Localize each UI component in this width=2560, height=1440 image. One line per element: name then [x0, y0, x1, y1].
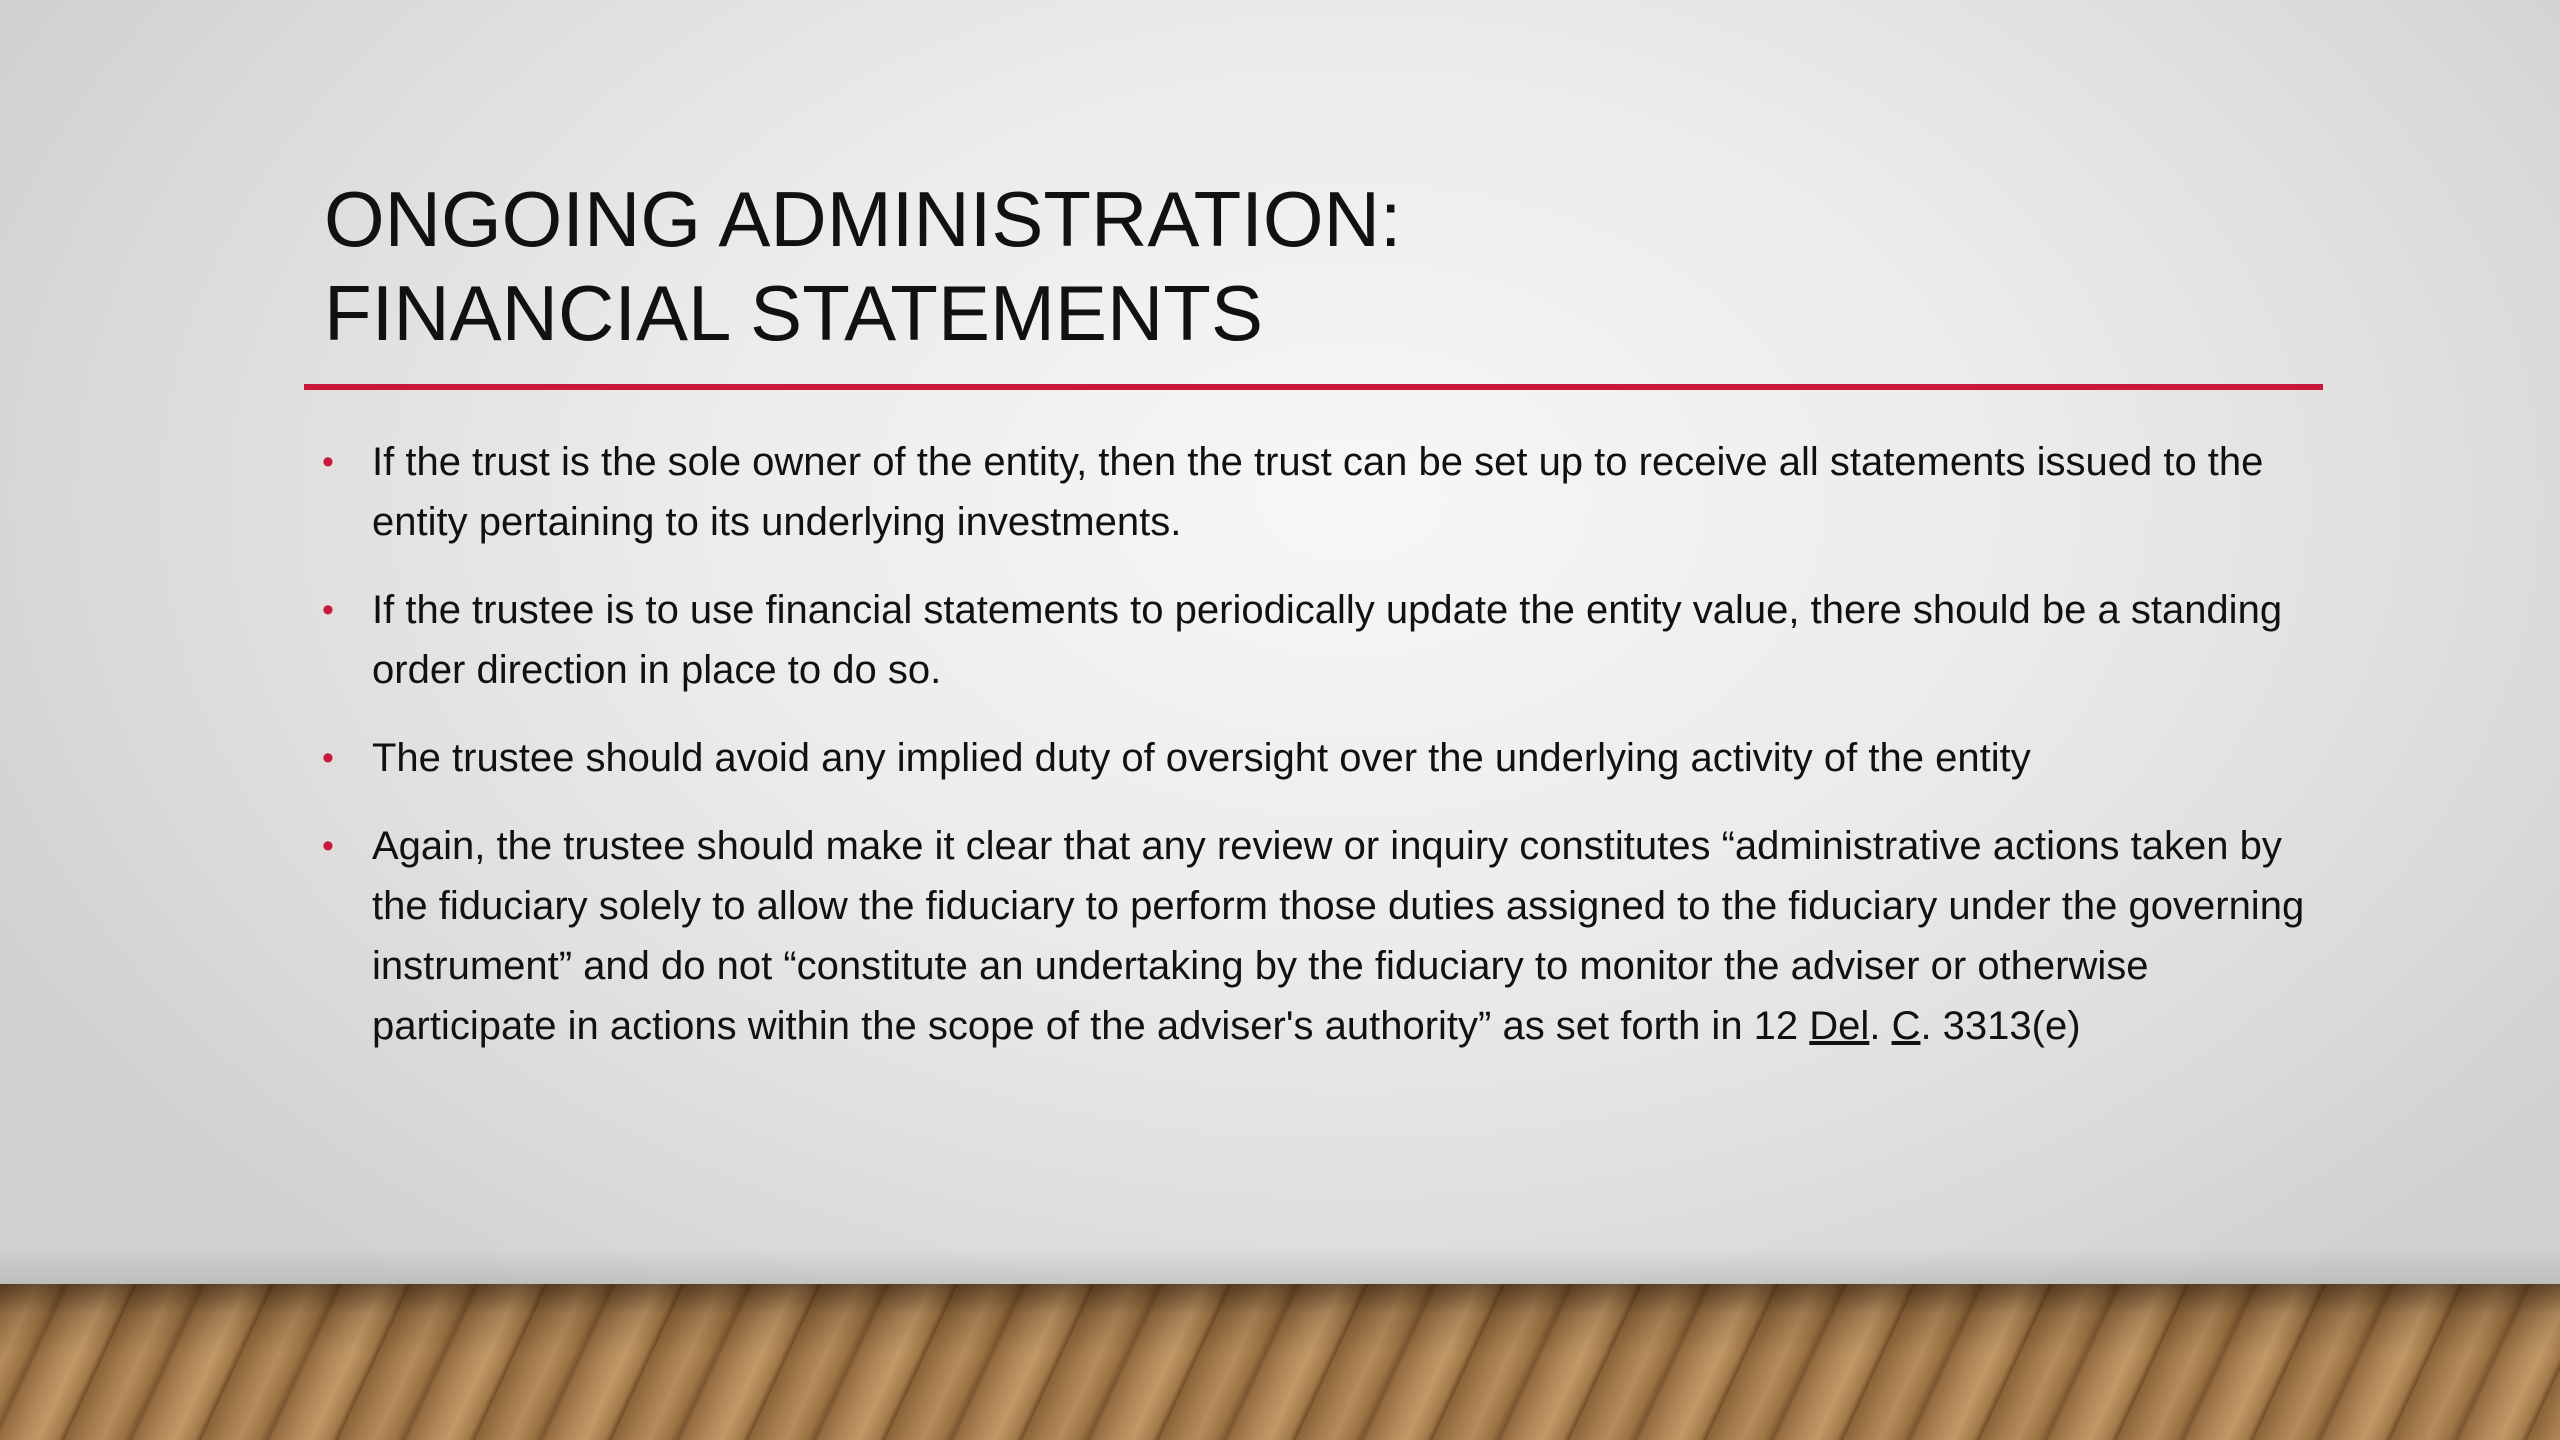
bullet-text: [372, 824, 2304, 1048]
bullet-icon: •: [322, 591, 334, 629]
bullet-icon: •: [322, 443, 334, 481]
citation-section: . 3313(e): [1920, 1004, 2081, 1048]
citation-c: C: [1891, 1004, 1921, 1048]
bullet-item: [322, 432, 2318, 552]
bullet-text: If the trust is the sole owner of the entity, then the trust can be set up to receive all statements issued to the entity pertaining to its underlying investments.: [372, 440, 2264, 544]
bullet-icon: •: [322, 827, 334, 865]
floor-shadow: [0, 1248, 2560, 1286]
bullet-list: [322, 432, 2318, 1084]
bullet-item: [322, 728, 2318, 788]
title-divider: [304, 384, 2323, 390]
wood-floor: [0, 1284, 2560, 1440]
title-line-1: ONGOING ADMINISTRATION:: [324, 175, 1402, 263]
bullet-icon: •: [322, 739, 334, 777]
citation-separator: .: [1869, 1004, 1892, 1048]
bullet-text: The trustee should avoid any implied duty of oversight over the underlying activity of the entity: [372, 736, 2031, 780]
title-line-2: FINANCIAL STATEMENTS: [324, 269, 1263, 357]
slide-title: [324, 172, 1402, 360]
bullet-text: If the trustee is to use financial statements to periodically update the entity value, there should be a standing order direction in place to do so.: [372, 588, 2283, 692]
bullet-item: [322, 816, 2318, 1056]
bullet-text-body: Again, the trustee should make it clear that any review or inquiry constitutes “administrative actions taken by the fiduciary solely to allow the fiduciary to perform those duties assigned to the fiduciary under the governing instrument” and do not “constitute an undertaking by the fiduciary to monitor the adviser or otherwise participate in actions within the scope of the adviser's authority” as set forth in 12: [372, 824, 2305, 1048]
bullet-item: [322, 580, 2318, 700]
citation-del: Del: [1809, 1004, 1870, 1048]
